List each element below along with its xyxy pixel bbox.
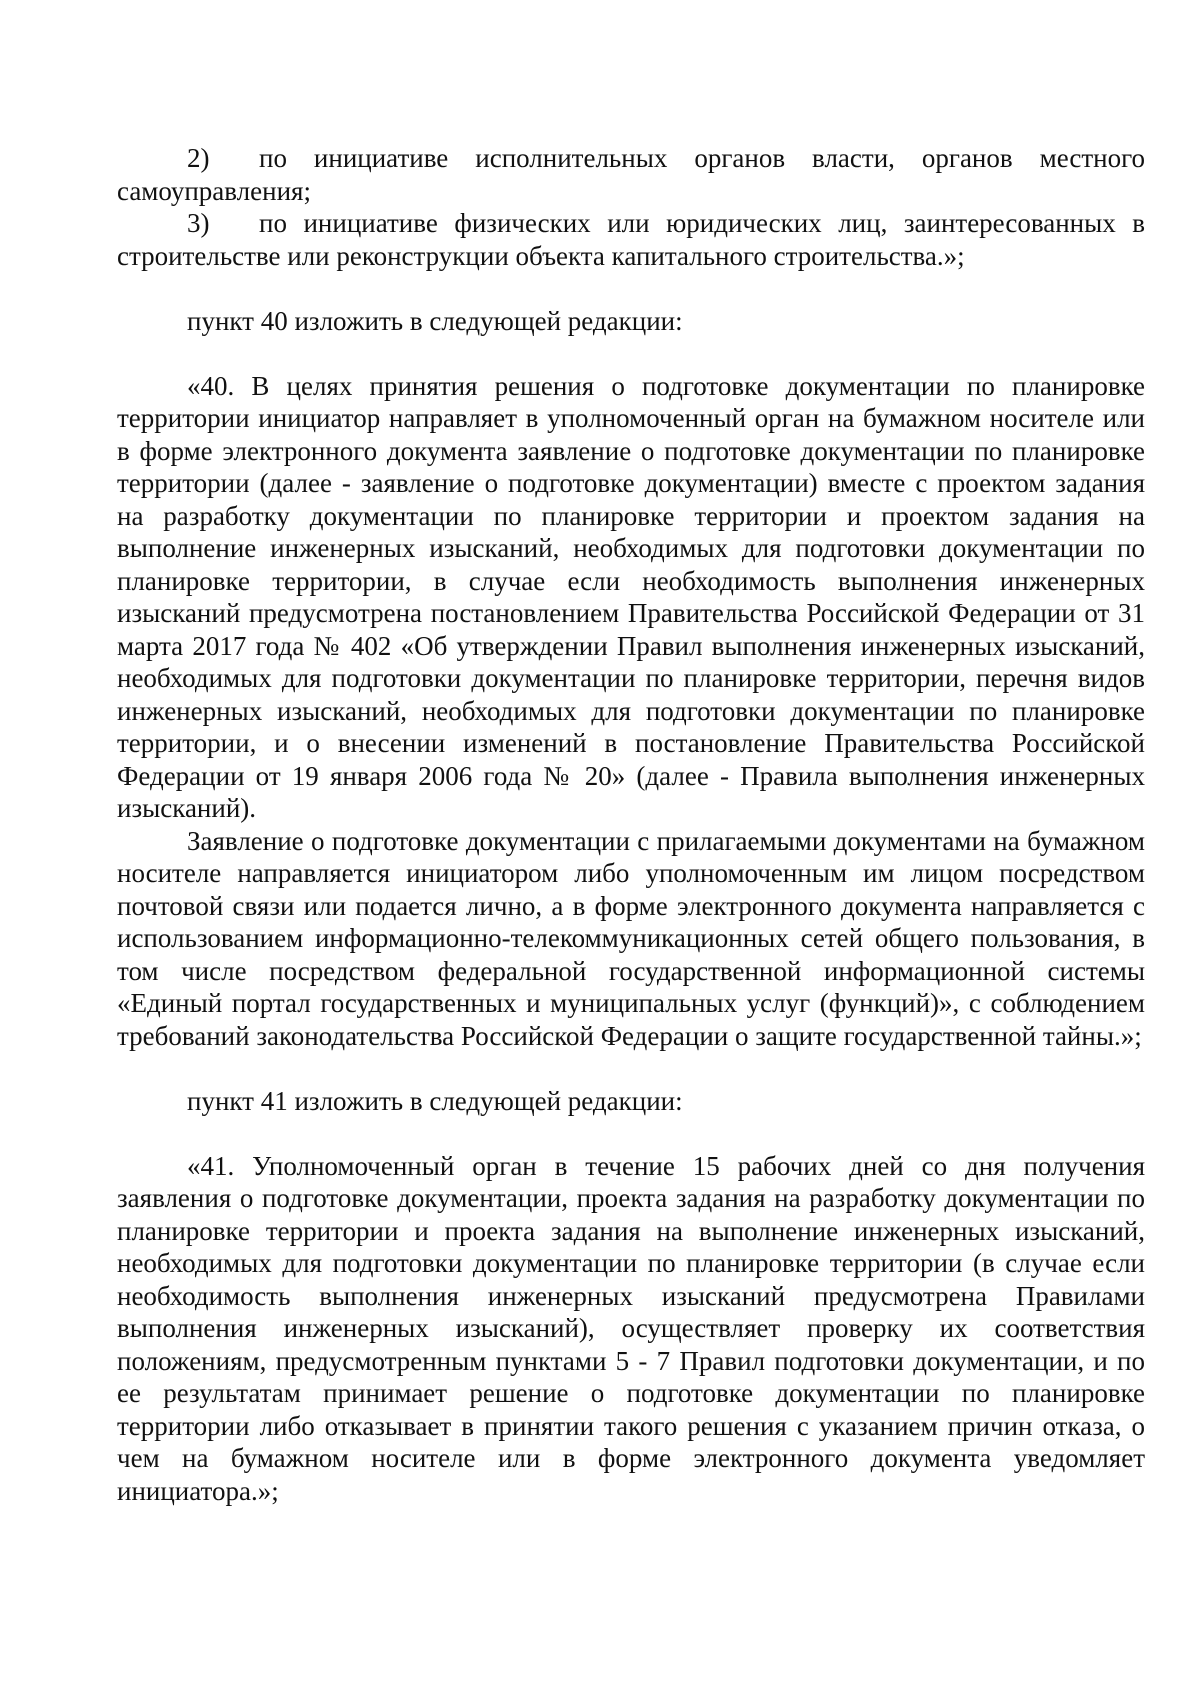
list-item-number: 2): [187, 143, 210, 173]
paragraph-40-application: Заявление о подготовке документации с прилагаемыми документами на бумажном носителе направляется инициатором либо уполномоченным им лицом посредством почтовой связи или подается лично, а в форме электронного документа направляется с использованием информационно-телекоммуникационных сетей общего пользования, в том числе посредством федеральной государственной информационной системы «Единый портал государственных и муниципальных услуг (функций)», с соблюдением требований законодательства Российской Федерации о защите государственной тайны.»;: [117, 825, 1145, 1051]
paragraph-gap: [117, 1117, 1145, 1150]
amendment-intro-41: пункт 41 изложить в следующей редакции:: [187, 1085, 683, 1116]
amendment-intro-40: пункт 40 изложить в следующей редакции:: [187, 305, 683, 336]
paragraph-gap: [117, 272, 1145, 305]
list-item-text: по инициативе исполнительных органов власти, органов местного самоуправления;: [117, 143, 1145, 206]
paragraph-40-main: «40. В целях принятия решения о подготовке документации по планировке территории инициатор направляет в уполномоченный орган на бумажном носителе или в форме электронного документа заявление о подготовке документации по планировке территории (далее - заявление о подготовке документации) вместе с проектом задания на разработку документации по планировке территории и проектом задания на выполнение инженерных изысканий, необходимых для подготовки документации по планировке территории, в случае если необходимость выполнения инженерных изысканий предусмотрена постановлением Правительства Российской Федерации от 31 марта 2017 года № 402 «Об утверждении Правил выполнения инженерных изысканий, необходимых для подготовки документации по планировке территории, перечня видов инженерных изысканий, необходимых для подготовки документации по планировке территории, и о внесении изменений в постановление Правительства Российской Федерации от 19 января 2006 года № 20» (далее - Правила выполнения инженерных изысканий).: [117, 370, 1145, 823]
document-page: [117, 142, 1145, 1507]
list-item-text: по инициативе физических или юридических лиц, заинтересованных в строительстве или реконструкции объекта капитального строительства.»;: [117, 208, 1145, 271]
list-item-2: [117, 142, 1145, 207]
paragraph-gap: [117, 1052, 1145, 1085]
paragraph-41: «41. Уполномоченный орган в течение 15 рабочих дней со дня получения заявления о подготовке документации, проекта задания на разработку документации по планировке территории и проекта задания на выполнение инженерных изысканий, необходимых для подготовки документации по планировке территории (в случае если необходимость выполнения инженерных изысканий предусмотрена Правилами выполнения инженерных изысканий), осуществляет проверку их соответствия положениям, предусмотренным пунктами 5 - 7 Правил подготовки документации, и по ее результатам принимает решение о подготовке документации по планировке территории либо отказывает в принятии такого решения с указанием причин отказа, о чем на бумажном носителе или в форме электронного документа уведомляет инициатора.»;: [117, 1150, 1145, 1506]
list-item-3: [117, 207, 1145, 272]
list-item-number: 3): [187, 208, 210, 238]
paragraph-gap: [117, 337, 1145, 370]
